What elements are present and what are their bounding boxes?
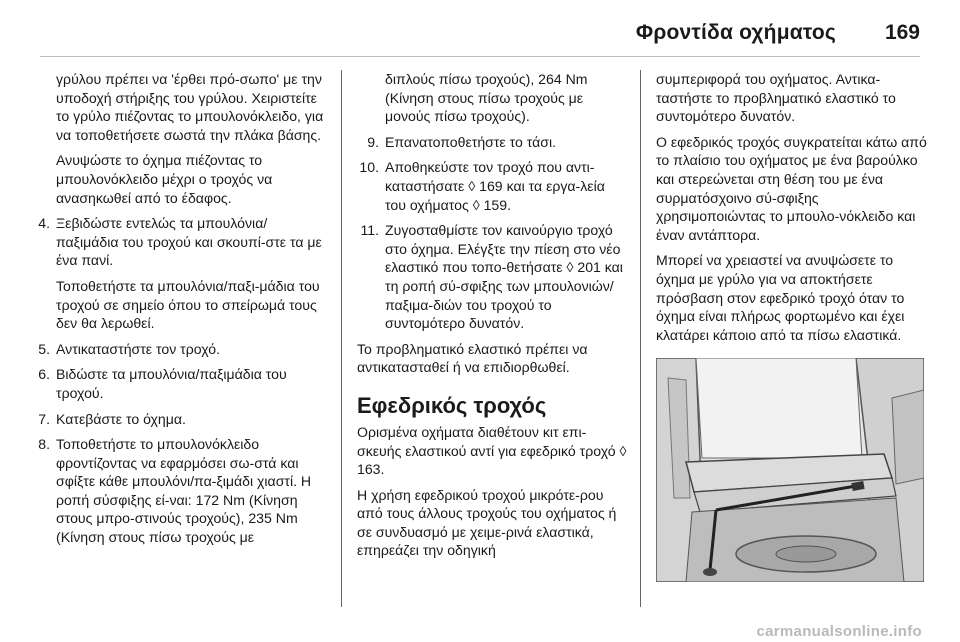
spare-wheel-illustration (656, 358, 924, 582)
column-divider (341, 70, 342, 607)
list-item (28, 410, 326, 429)
list-text: Τοποθετήστε το μπουλονόκλειδο φροντίζοντας να εφαρμόσει σω-στά και σφίξτε κάθε μπουλόνι/πα-ξιμάδι χιαστί. Η ροπή σύσφιξης εί-ναι: 172 Nm (Κίνηση στους μπρο-στινούς τροχούς), 235 Nm (Κίνηση στους πίσω τροχούς με (56, 436, 312, 546)
paragraph: διπλούς πίσω τροχούς), 264 Nm (Κίνηση στους πίσω τροχούς με μονούς πίσω τροχούς). (385, 71, 588, 125)
page-number: 169 (884, 21, 920, 44)
header-divider (40, 56, 920, 57)
list-number: 5. (38, 340, 50, 357)
list-number: 6. (38, 366, 50, 383)
list-text: Βιδώστε τα μπουλόνια/παξιμάδια του τροχού. (56, 366, 287, 401)
list-item (357, 133, 627, 152)
column-1 (38, 70, 326, 554)
paragraph: Η χρήση εφεδρικού τροχού μικρότε-ρου από τους άλλους τροχούς του οχήματος ή σε συνδυασμό με χειμε-ρινά ελαστικά, επηρεάζει την οδηγική (357, 486, 617, 559)
column-3 (656, 70, 928, 582)
list-text: Επανατοποθετήστε το τάσι. (385, 133, 557, 150)
column-divider (640, 70, 641, 607)
list-number: 9. (367, 133, 379, 150)
section-heading: Εφεδρικός τροχός (357, 392, 547, 418)
paragraph: συμπεριφορά του οχήματος. Αντικα-ταστήστε το προβληματικό ελαστικό το συντομότερο δυνατόν. (656, 71, 896, 125)
list-item (357, 221, 627, 333)
paragraph: γρύλου πρέπει να 'έρθει πρό-σωπο' με την υποδοχή στήριξης του γρύλου. Χειριστείτε το γρύλο πιέζοντας το μπουλονόκλειδο, για να τοποθετήσετε σωστά την πλάκα βάσης. (56, 71, 324, 143)
paragraph: Μπορεί να χρειαστεί να ανυψώσετε το όχημα με γρύλο για να αποκτήσετε πρόσβαση στον εφεδρικό τροχό όταν το όχημα είναι πλήρως φορτωμένο και έχει κλατάρει κάποιο από τα πίσω ελαστικά. (656, 252, 905, 343)
list-item (28, 435, 326, 547)
list-text: Αποθηκεύστε τον τροχό που αντι-καταστήσατε ◊ 169 και τα εργα-λεία του οχήματος ◊ 159. (385, 159, 605, 213)
paragraph: Ορισμένα οχήματα διαθέτουν κιτ επι-σκευής ελαστικού αντί για εφεδρικό τροχό ◊ 163. (357, 423, 627, 478)
list-item (28, 340, 326, 359)
list-number: 8. (38, 436, 50, 453)
spare-wheel-drawing (656, 358, 924, 582)
list-text: Ζυγοσταθμίστε τον καινούργιο τροχό στο όχημα. Ελέγξτε την πίεση στο νέο ελαστικό που τοπο-θετήσατε ◊ 201 και τη ροπή σύ-σφιξης των μπουλονιών/παξιμα-διών του τροχού το συντομότερο δυνατόν. (385, 222, 623, 332)
paragraph: Ο εφεδρικός τροχός συγκρατείται κάτω από το πλαίσιο του οχήματος με ένα βαρούλκο και στερεώνεται στη θέση του με ένα συρματόσχοινο σύ-σφιξης χρησιμοποιώντας το μπουλο-νόκλειδο και έναν αντάπτορα. (656, 133, 927, 243)
list-text: Κατεβάστε το όχημα. (56, 410, 186, 427)
page-title: Φροντίδα οχήματος (635, 21, 836, 44)
list-text: Ξεβιδώστε εντελώς τα μπουλόνια/παξιμάδια του τροχού και σκουπί-στε τα με ένα πανί. (56, 215, 322, 269)
list-item (28, 214, 326, 270)
paragraph: Τοποθετήστε τα μπουλόνια/παξι-μάδια του τροχού σε σημείο όπου το σπείρωμά τους δεν θα λερωθεί. (56, 277, 320, 332)
list-number: 4. (38, 215, 50, 232)
list-number: 10. (359, 159, 379, 176)
list-item (357, 158, 627, 214)
watermark: carmanualsonline.info (756, 623, 922, 640)
column-2 (357, 70, 627, 567)
paragraph: Το προβληματικό ελαστικό πρέπει να αντικατασταθεί ή να επιδιορθωθεί. (357, 340, 588, 376)
page-header (40, 8, 920, 52)
list-number: 7. (38, 410, 50, 427)
list-number: 11. (360, 222, 379, 239)
paragraph: Ανυψώστε το όχημα πιέζοντας το μπουλονόκλειδο μέχρι ο τροχός να ανασηκωθεί από το έδαφος. (56, 152, 273, 206)
list-item (28, 365, 326, 402)
list-text: Αντικαταστήστε τον τροχό. (56, 340, 220, 357)
